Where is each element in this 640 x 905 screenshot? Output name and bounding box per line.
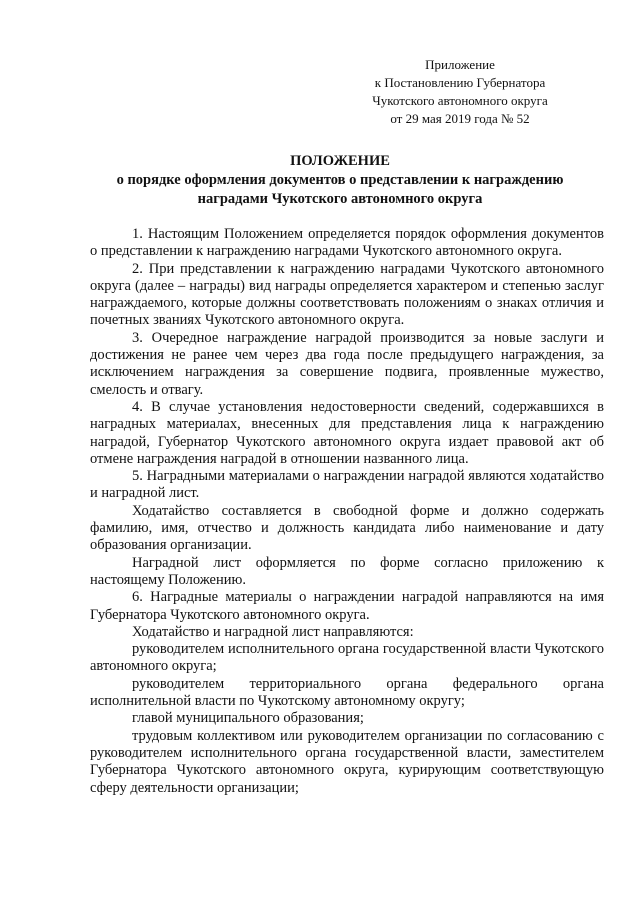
title-subtitle-line1: о порядке оформления документов о представлении к награждению	[116, 172, 564, 188]
paragraph-4: 4. В случае установления недостоверности сведений, содержавшихся в наградных материалах, внесенных для представления лица к награждению наградой, Губернатор Чукотского автономного округа издает правовой акт об отмене награждения наградой в отношении названного лица.	[90, 398, 604, 467]
paragraph-1: 1. Настоящим Положением определяется порядок оформления документов о представлении к награждению наградами Чукотского автономного округа.	[90, 226, 604, 260]
paragraph-2: 2. При представлении к награждению наградами Чукотского автономного округа (далее – награды) вид награды определяется характером и степенью заслуг награждаемого, которые должны соответствовать положениям о знаках отличия и почетных званиях Чукотского автономного округа.	[90, 260, 604, 329]
document-title	[60, 152, 620, 209]
title-subtitle-line2: наградами Чукотского автономного округа	[197, 191, 483, 207]
paragraph-5-award-sheet: Наградной лист оформляется по форме согласно приложению к настоящему Положению.	[90, 554, 604, 588]
paragraph-5-petition: Ходатайство составляется в свободной форме и должно содержать фамилию, имя, отчество и должность кандидата либо наименование и дату образования организации.	[90, 502, 604, 554]
list-item-municipal-head: главой муниципального образования;	[132, 710, 364, 727]
title-heading: ПОЛОЖЕНИЕ	[290, 153, 390, 169]
paragraph-5: 5. Наградными материалами о награждении наградой являются ходатайство и наградной лист.	[90, 468, 604, 502]
appendix-line: Чукотского автономного округа	[372, 93, 548, 108]
list-item-territorial-body: руководителем территориального органа федерального органа исполнительной власти по Чукотскому автономному округу;	[90, 675, 604, 710]
appendix-line: к Постановлению Губернатора	[374, 75, 546, 90]
document-body	[90, 226, 604, 797]
paragraph-6: 6. Наградные материалы о награждении наградой направляются на имя Губернатора Чукотского автономного округа.	[90, 589, 604, 623]
paragraph-6-intro: Ходатайство и наградной лист направляются:	[132, 623, 414, 640]
paragraph-3: 3. Очередное награждение наградой производится за новые заслуги и достижения не ранее чем через два года после предыдущего награждения, за исключением награждения за совершение подвига, проявленные мужество, смелость и отвагу.	[90, 329, 604, 398]
appendix-line: Приложение	[425, 57, 495, 72]
list-item-labor-collective: трудовым коллективом или руководителем организации по согласованию с руководителем исполнительного органа государственной власти, заместителем Губернатора Чукотского автономного округа, курирующим соответствующую сферу деятельности организации;	[90, 727, 604, 796]
list-item-executive-body: руководителем исполнительного органа государственной власти Чукотского автономного округа;	[90, 641, 604, 675]
appendix-line: от 29 мая 2019 года № 52	[390, 111, 530, 126]
appendix-reference	[360, 56, 560, 128]
